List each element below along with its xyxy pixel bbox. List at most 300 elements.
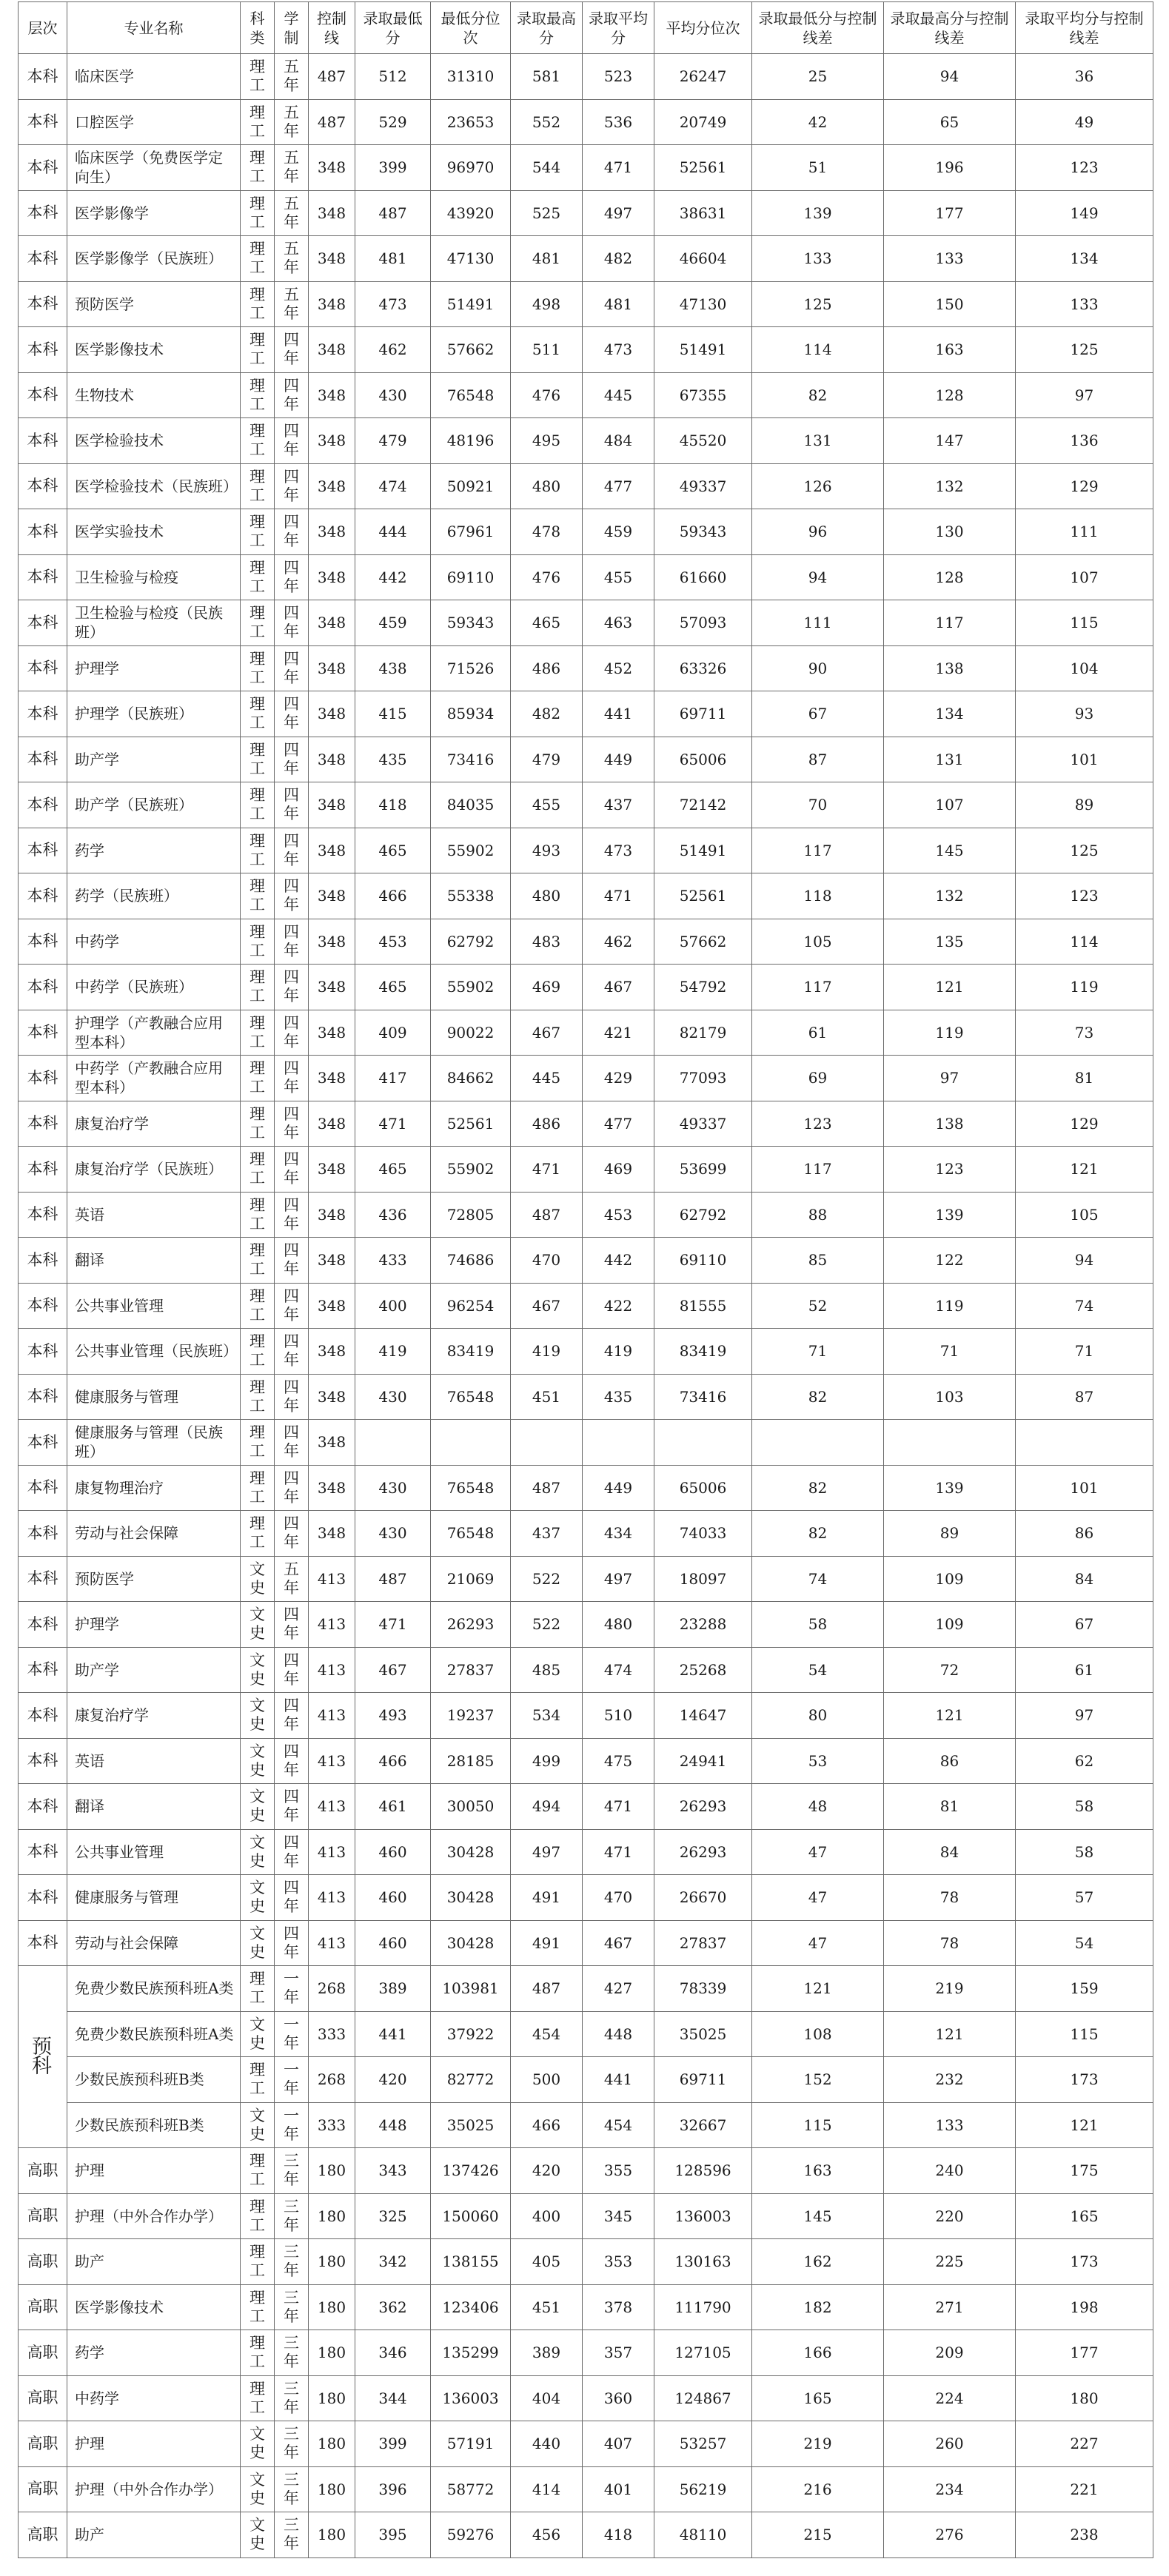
min-rank-cell: 76548 [431, 372, 511, 418]
avg-rank-cell: 77093 [654, 1056, 752, 1101]
level-cell: 本科 [19, 418, 67, 464]
min-rank-cell: 55338 [431, 873, 511, 919]
avg-diff-cell: 165 [1016, 2193, 1153, 2239]
control-line-cell: 413 [309, 1784, 355, 1830]
category-cell: 文史 [241, 1784, 275, 1830]
level-cell: 本科 [19, 1420, 67, 1466]
major-name-cell: 护理（中外合作办学） [67, 2466, 241, 2512]
avg-rank-cell: 32667 [654, 2102, 752, 2148]
control-line-cell: 180 [309, 2148, 355, 2194]
min-diff-cell: 82 [752, 372, 884, 418]
category-cell: 理工 [241, 2193, 275, 2239]
duration-cell: 四年 [275, 737, 309, 782]
control-line-cell: 413 [309, 1556, 355, 1602]
major-name-cell: 中药学 [67, 2375, 241, 2421]
control-line-cell: 348 [309, 463, 355, 509]
major-name-cell: 免费少数民族预科班A类 [67, 2011, 241, 2057]
min-diff-cell: 53 [752, 1738, 884, 1784]
min-diff-cell: 117 [752, 1147, 884, 1193]
avg-diff-cell: 175 [1016, 2148, 1153, 2194]
max-diff-cell: 150 [884, 281, 1016, 327]
avg-score-cell: 421 [583, 1010, 654, 1056]
avg-score-cell: 523 [583, 54, 654, 100]
avg-rank-cell: 14647 [654, 1693, 752, 1739]
min-score-cell: 448 [355, 2102, 431, 2148]
avg-score-cell: 441 [583, 2057, 654, 2103]
avg-diff-cell: 198 [1016, 2284, 1153, 2330]
avg-score-cell: 345 [583, 2193, 654, 2239]
min-score-cell: 362 [355, 2284, 431, 2330]
table-row [19, 1238, 1153, 1284]
major-name-cell: 劳动与社会保障 [67, 1511, 241, 1557]
control-line-cell: 180 [309, 2193, 355, 2239]
min-score-cell: 481 [355, 236, 431, 282]
max-score-cell: 465 [511, 600, 583, 646]
control-line-cell: 413 [309, 1829, 355, 1875]
category-cell: 理工 [241, 1101, 275, 1147]
min-diff-cell: 162 [752, 2239, 884, 2285]
duration-cell: 四年 [275, 1511, 309, 1557]
max-diff-cell: 220 [884, 2193, 1016, 2239]
min-diff-cell: 90 [752, 645, 884, 691]
min-rank-cell: 48196 [431, 418, 511, 464]
header-category: 科类 [241, 2, 275, 54]
avg-rank-cell: 18097 [654, 1556, 752, 1602]
min-diff-cell: 117 [752, 965, 884, 1010]
major-name-cell: 护理学（民族班） [67, 691, 241, 737]
control-line-cell: 180 [309, 2512, 355, 2558]
max-diff-cell: 138 [884, 645, 1016, 691]
avg-rank-cell: 26293 [654, 1784, 752, 1830]
min-score-cell: 430 [355, 1465, 431, 1511]
table-row [19, 509, 1153, 555]
category-cell: 理工 [241, 1010, 275, 1056]
min-score-cell: 460 [355, 1875, 431, 1921]
avg-diff-cell: 57 [1016, 1875, 1153, 1921]
min-diff-cell: 182 [752, 2284, 884, 2330]
control-line-cell: 348 [309, 418, 355, 464]
category-cell: 理工 [241, 1238, 275, 1284]
avg-score-cell: 419 [583, 1329, 654, 1375]
duration-cell: 四年 [275, 509, 309, 555]
max-diff-cell: 84 [884, 1829, 1016, 1875]
major-name-cell: 翻译 [67, 1238, 241, 1284]
table-row [19, 463, 1153, 509]
min-diff-cell: 126 [752, 463, 884, 509]
avg-score-cell: 471 [583, 145, 654, 191]
level-cell: 本科 [19, 965, 67, 1010]
table-row [19, 1920, 1153, 1966]
level-cell: 本科 [19, 1283, 67, 1329]
max-score-cell: 479 [511, 737, 583, 782]
major-name-cell: 康复治疗学 [67, 1101, 241, 1147]
min-rank-cell: 55902 [431, 828, 511, 873]
duration-cell: 一年 [275, 2057, 309, 2103]
min-score-cell: 466 [355, 1738, 431, 1784]
max-diff-cell: 97 [884, 1056, 1016, 1101]
min-diff-cell: 85 [752, 1238, 884, 1284]
category-cell: 理工 [241, 2284, 275, 2330]
avg-rank-cell: 49337 [654, 463, 752, 509]
table-row [19, 99, 1153, 145]
category-cell: 理工 [241, 2057, 275, 2103]
major-name-cell: 少数民族预科班B类 [67, 2057, 241, 2103]
min-rank-cell: 55902 [431, 965, 511, 1010]
avg-score-cell: 470 [583, 1875, 654, 1921]
avg-diff-cell: 238 [1016, 2512, 1153, 2558]
major-name-cell: 康复治疗学（民族班） [67, 1147, 241, 1193]
min-score-cell: 430 [355, 1374, 431, 1420]
control-line-cell: 413 [309, 1602, 355, 1648]
avg-rank-cell: 49337 [654, 1101, 752, 1147]
level-cell: 本科 [19, 645, 67, 691]
avg-diff-cell: 177 [1016, 2330, 1153, 2376]
min-rank-cell: 21069 [431, 1556, 511, 1602]
min-diff-cell: 163 [752, 2148, 884, 2194]
max-diff-cell: 78 [884, 1875, 1016, 1921]
avg-score-cell: 471 [583, 873, 654, 919]
avg-rank-cell: 69110 [654, 1238, 752, 1284]
max-score-cell: 481 [511, 236, 583, 282]
max-score-cell: 445 [511, 1056, 583, 1101]
max-score-cell: 451 [511, 2284, 583, 2330]
min-rank-cell: 30050 [431, 1784, 511, 1830]
max-score-cell: 498 [511, 281, 583, 327]
min-score-cell: 400 [355, 1283, 431, 1329]
control-line-cell: 348 [309, 1511, 355, 1557]
max-score-cell: 491 [511, 1920, 583, 1966]
max-score-cell: 467 [511, 1010, 583, 1056]
max-diff-cell: 72 [884, 1647, 1016, 1693]
min-rank-cell: 51491 [431, 281, 511, 327]
duration-cell: 五年 [275, 99, 309, 145]
major-name-cell: 助产学 [67, 1647, 241, 1693]
min-rank-cell: 123406 [431, 2284, 511, 2330]
control-line-cell: 180 [309, 2330, 355, 2376]
major-name-cell: 健康服务与管理（民族班） [67, 1420, 241, 1466]
major-name-cell: 卫生检验与检疫 [67, 554, 241, 600]
category-cell: 文史 [241, 1829, 275, 1875]
level-cell: 高职 [19, 2148, 67, 2194]
avg-score-cell: 477 [583, 1101, 654, 1147]
avg-rank-cell: 69711 [654, 2057, 752, 2103]
min-diff-cell: 87 [752, 737, 884, 782]
level-cell: 本科 [19, 1693, 67, 1739]
control-line-cell: 348 [309, 1465, 355, 1511]
table-row [19, 2057, 1153, 2103]
min-diff-cell: 219 [752, 2421, 884, 2467]
major-name-cell: 中药学 [67, 919, 241, 965]
category-cell: 理工 [241, 281, 275, 327]
max-diff-cell: 121 [884, 1693, 1016, 1739]
category-cell: 理工 [241, 2239, 275, 2285]
control-line-cell: 180 [309, 2239, 355, 2285]
major-name-cell: 护理学 [67, 645, 241, 691]
min-diff-cell: 94 [752, 554, 884, 600]
min-score-cell: 487 [355, 190, 431, 236]
min-rank-cell: 47130 [431, 236, 511, 282]
min-score-cell: 419 [355, 1329, 431, 1375]
min-diff-cell: 117 [752, 828, 884, 873]
min-score-cell: 417 [355, 1056, 431, 1101]
min-rank-cell: 82772 [431, 2057, 511, 2103]
category-cell: 文史 [241, 1647, 275, 1693]
duration-cell: 四年 [275, 873, 309, 919]
control-line-cell: 348 [309, 873, 355, 919]
control-line-cell: 487 [309, 54, 355, 100]
max-diff-cell: 147 [884, 418, 1016, 464]
control-line-cell: 413 [309, 1875, 355, 1921]
min-score-cell: 453 [355, 919, 431, 965]
major-name-cell: 预防医学 [67, 1556, 241, 1602]
max-score-cell: 471 [511, 1147, 583, 1193]
table-row [19, 1329, 1153, 1375]
max-score-cell: 525 [511, 190, 583, 236]
max-score-cell: 522 [511, 1556, 583, 1602]
min-rank-cell: 62792 [431, 919, 511, 965]
max-diff-cell: 145 [884, 828, 1016, 873]
min-diff-cell: 105 [752, 919, 884, 965]
table-row [19, 1101, 1153, 1147]
max-score-cell: 476 [511, 372, 583, 418]
min-rank-cell: 23653 [431, 99, 511, 145]
major-name-cell: 医学影像技术 [67, 327, 241, 373]
avg-rank-cell: 57093 [654, 600, 752, 646]
control-line-cell: 348 [309, 782, 355, 828]
max-score-cell: 491 [511, 1875, 583, 1921]
avg-rank-cell: 127105 [654, 2330, 752, 2376]
table-row [19, 1192, 1153, 1238]
max-diff-cell: 139 [884, 1465, 1016, 1511]
avg-score-cell: 355 [583, 2148, 654, 2194]
level-cell: 高职 [19, 2466, 67, 2512]
category-cell: 理工 [241, 2148, 275, 2194]
table-body [19, 54, 1153, 2558]
min-diff-cell: 125 [752, 281, 884, 327]
min-rank-cell: 84035 [431, 782, 511, 828]
min-score-cell [355, 1420, 431, 1466]
min-rank-cell: 28185 [431, 1738, 511, 1784]
duration-cell: 四年 [275, 1784, 309, 1830]
duration-cell: 五年 [275, 281, 309, 327]
avg-score-cell: 442 [583, 1238, 654, 1284]
max-score-cell: 470 [511, 1238, 583, 1284]
min-score-cell: 409 [355, 1010, 431, 1056]
major-name-cell: 翻译 [67, 1784, 241, 1830]
control-line-cell: 348 [309, 190, 355, 236]
level-cell: 高职 [19, 2239, 67, 2285]
avg-diff-cell: 125 [1016, 828, 1153, 873]
table-row [19, 737, 1153, 782]
major-name-cell: 预防医学 [67, 281, 241, 327]
avg-diff-cell: 136 [1016, 418, 1153, 464]
category-cell: 文史 [241, 2102, 275, 2148]
min-diff-cell: 111 [752, 600, 884, 646]
avg-rank-cell: 73416 [654, 1374, 752, 1420]
table-row [19, 600, 1153, 646]
avg-rank-cell: 47130 [654, 281, 752, 327]
min-diff-cell: 47 [752, 1920, 884, 1966]
category-cell: 文史 [241, 1556, 275, 1602]
duration-cell: 四年 [275, 1192, 309, 1238]
duration-cell: 四年 [275, 1010, 309, 1056]
min-score-cell: 396 [355, 2466, 431, 2512]
control-line-cell: 348 [309, 236, 355, 282]
level-cell: 本科 [19, 600, 67, 646]
min-rank-cell: 135299 [431, 2330, 511, 2376]
min-diff-cell: 123 [752, 1101, 884, 1147]
duration-cell: 四年 [275, 1465, 309, 1511]
max-diff-cell: 78 [884, 1920, 1016, 1966]
header-avg-score: 录取平均分 [583, 2, 654, 54]
min-rank-cell: 96254 [431, 1283, 511, 1329]
min-rank-cell: 71526 [431, 645, 511, 691]
header-major-name: 专业名称 [67, 2, 241, 54]
major-name-cell: 临床医学（免费医学定向生） [67, 145, 241, 191]
level-cell: 本科 [19, 782, 67, 828]
major-name-cell: 药学 [67, 2330, 241, 2376]
admission-score-table [18, 1, 1153, 2558]
level-cell: 高职 [19, 2330, 67, 2376]
duration-cell: 五年 [275, 190, 309, 236]
min-score-cell: 399 [355, 2421, 431, 2467]
duration-cell: 四年 [275, 372, 309, 418]
avg-diff-cell: 94 [1016, 1238, 1153, 1284]
table-row [19, 2375, 1153, 2421]
min-score-cell: 471 [355, 1602, 431, 1648]
max-diff-cell: 122 [884, 1238, 1016, 1284]
control-line-cell: 348 [309, 600, 355, 646]
level-cell: 本科 [19, 1147, 67, 1193]
control-line-cell: 348 [309, 145, 355, 191]
min-diff-cell: 71 [752, 1329, 884, 1375]
min-diff-cell: 80 [752, 1693, 884, 1739]
avg-rank-cell: 111790 [654, 2284, 752, 2330]
avg-diff-cell: 87 [1016, 1374, 1153, 1420]
major-name-cell: 生物技术 [67, 372, 241, 418]
major-name-cell: 公共事业管理 [67, 1283, 241, 1329]
table-row [19, 1875, 1153, 1921]
table-row [19, 1374, 1153, 1420]
avg-rank-cell: 130163 [654, 2239, 752, 2285]
major-name-cell: 助产 [67, 2239, 241, 2285]
duration-cell: 四年 [275, 463, 309, 509]
min-rank-cell: 138155 [431, 2239, 511, 2285]
avg-diff-cell: 67 [1016, 1602, 1153, 1648]
min-rank-cell: 31310 [431, 54, 511, 100]
control-line-cell: 180 [309, 2284, 355, 2330]
min-diff-cell: 145 [752, 2193, 884, 2239]
avg-diff-cell: 36 [1016, 54, 1153, 100]
major-name-cell: 医学影像学（民族班） [67, 236, 241, 282]
min-rank-cell: 74686 [431, 1238, 511, 1284]
avg-score-cell: 360 [583, 2375, 654, 2421]
table-row [19, 1738, 1153, 1784]
max-score-cell: 478 [511, 509, 583, 555]
min-rank-cell: 137426 [431, 2148, 511, 2194]
avg-rank-cell: 38631 [654, 190, 752, 236]
table-row [19, 2284, 1153, 2330]
min-score-cell: 344 [355, 2375, 431, 2421]
duration-cell: 三年 [275, 2148, 309, 2194]
table-row [19, 1147, 1153, 1193]
level-cell: 本科 [19, 327, 67, 373]
min-rank-cell: 50921 [431, 463, 511, 509]
avg-rank-cell: 81555 [654, 1283, 752, 1329]
avg-score-cell: 448 [583, 2011, 654, 2057]
avg-diff-cell: 81 [1016, 1056, 1153, 1101]
max-diff-cell: 119 [884, 1010, 1016, 1056]
avg-score-cell: 407 [583, 2421, 654, 2467]
min-score-cell: 460 [355, 1920, 431, 1966]
avg-score-cell: 452 [583, 645, 654, 691]
table-row [19, 645, 1153, 691]
max-score-cell: 469 [511, 965, 583, 1010]
avg-rank-cell: 24941 [654, 1738, 752, 1784]
level-cell: 本科 [19, 54, 67, 100]
avg-diff-cell: 74 [1016, 1283, 1153, 1329]
min-score-cell: 435 [355, 737, 431, 782]
table-row [19, 1647, 1153, 1693]
min-rank-cell: 76548 [431, 1511, 511, 1557]
duration-cell: 四年 [275, 1738, 309, 1784]
avg-score-cell: 429 [583, 1056, 654, 1101]
avg-diff-cell: 173 [1016, 2057, 1153, 2103]
avg-diff-cell: 123 [1016, 873, 1153, 919]
min-rank-cell: 90022 [431, 1010, 511, 1056]
avg-diff-cell: 58 [1016, 1829, 1153, 1875]
max-score-cell [511, 1420, 583, 1466]
duration-cell: 四年 [275, 965, 309, 1010]
level-cell: 本科 [19, 281, 67, 327]
min-diff-cell: 82 [752, 1511, 884, 1557]
avg-diff-cell: 149 [1016, 190, 1153, 236]
table-row [19, 2330, 1153, 2376]
avg-diff-cell: 133 [1016, 281, 1153, 327]
max-score-cell: 389 [511, 2330, 583, 2376]
max-score-cell: 495 [511, 418, 583, 464]
max-score-cell: 476 [511, 554, 583, 600]
avg-diff-cell: 97 [1016, 1693, 1153, 1739]
min-rank-cell: 72805 [431, 1192, 511, 1238]
avg-diff-cell: 89 [1016, 782, 1153, 828]
header-level: 层次 [19, 2, 67, 54]
duration-cell: 四年 [275, 782, 309, 828]
category-cell: 理工 [241, 737, 275, 782]
category-cell: 理工 [241, 509, 275, 555]
min-score-cell: 441 [355, 2011, 431, 2057]
max-diff-cell: 81 [884, 1784, 1016, 1830]
avg-rank-cell: 26293 [654, 1829, 752, 1875]
max-diff-cell: 209 [884, 2330, 1016, 2376]
avg-diff-cell: 62 [1016, 1738, 1153, 1784]
min-rank-cell: 30428 [431, 1829, 511, 1875]
min-score-cell: 473 [355, 281, 431, 327]
table-row [19, 1010, 1153, 1056]
category-cell: 文史 [241, 2512, 275, 2558]
duration-cell: 四年 [275, 1693, 309, 1739]
avg-diff-cell: 107 [1016, 554, 1153, 600]
max-diff-cell: 121 [884, 2011, 1016, 2057]
level-cell: 本科 [19, 99, 67, 145]
level-cell: 本科 [19, 1192, 67, 1238]
avg-rank-cell: 61660 [654, 554, 752, 600]
min-score-cell: 420 [355, 2057, 431, 2103]
level-cell: 本科 [19, 463, 67, 509]
max-diff-cell [884, 1420, 1016, 1466]
max-score-cell: 419 [511, 1329, 583, 1375]
avg-diff-cell: 115 [1016, 600, 1153, 646]
